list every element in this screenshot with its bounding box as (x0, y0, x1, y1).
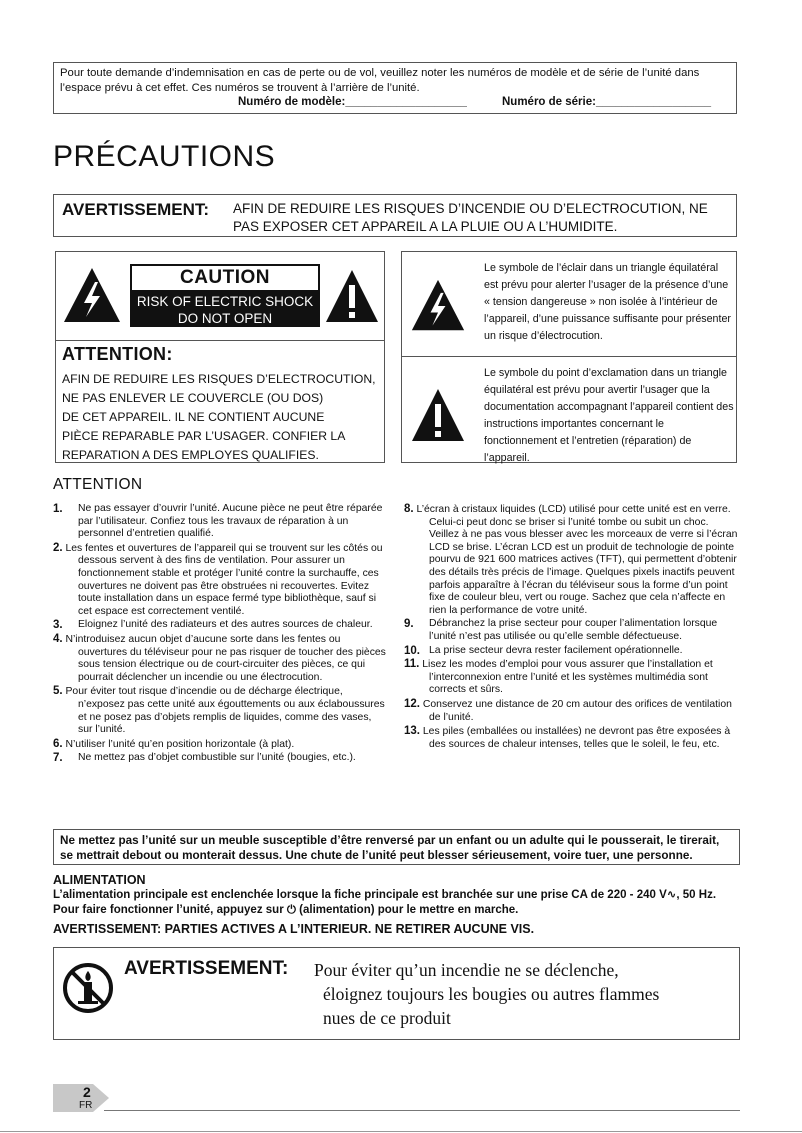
attention-line-2: NE PAS ENLEVER LE COUVERCLE (OU DOS) (62, 391, 324, 405)
list-item: 8. L’écran à cristaux liquides (LCD) utilisé pour cette unité est en verre. Celui-ci peut donc se briser si l’unité tombe ou subit un choc. Veillez à ne pas vous blesser avec les morceaux de verre si l’écran LCD se brise. L’écran LCD est un produit de technologie de pointe pourvu de 921 600 matrices actives (TFT), qui permettent d’obtenir des détails très précis de l’image. Quelques pixels inactifs peuvent parfois apparaître à l’écran du téléviseur sous la forme d’un point fixe de couleur bleu, vert ou rouge. Sachez que cela n’affecte en rien la performance de votre unité. (404, 503, 738, 616)
page-number: 2 (83, 1084, 91, 1100)
tip-over-warning-box: Ne mettez pas l’unité sur un meuble susceptible d’être renversé par un enfant ou un adulte qui le pousserait, le tirerait, se mettrait debout ou monterait dessus. Une chute de l’unité peut blesser sérieusement, voire tuer, une personne. (53, 829, 740, 865)
list-item: 9. Débranchez la prise secteur pour couper l’alimentation lorsque l’unité n’est pas utilisée ou qu’elle semble défectueuse. (404, 618, 718, 642)
power-line-1: L’alimentation principale est enclenchée lorsque la fiche principale est branchée sur une prise CA de 220 - 240 V∿, 50 Hz. (53, 889, 717, 901)
attention-line-5: REPARATION A DES EMPLOYES QUALIFIES. (62, 448, 319, 462)
precautions-list-right (404, 503, 740, 752)
list-item: 6. N’utiliser l’unité qu’en position horizontale (à plat). (53, 737, 295, 750)
caution-shock-label (130, 292, 320, 327)
list-item: 3. Eloignez l’unité des radiateurs et des autres sources de chaleur. (53, 619, 373, 632)
attention-section-title: ATTENTION (53, 476, 143, 493)
attention-heading: ATTENTION: (62, 344, 173, 364)
claim-notice-text: Pour toute demande d’indemnisation en cas de perte ou de vol, veuillez noter les numéros de modèle et de série de l’unité dans l’espace prévu à cet effet. Ces numéros se trouvent à l’arrière de l’unité. (60, 67, 700, 94)
attention-text (62, 370, 382, 465)
serial-number-field: Numéro de série:__________________ (502, 96, 712, 108)
candle-line-2: éloignez toujours les bougies ou autres flammes (323, 984, 660, 1004)
warning-line-1: AFIN DE REDUIRE LES RISQUES D’INCENDIE OU D’ELECTROCUTION, NE (233, 201, 708, 216)
claim-notice-box (53, 62, 737, 114)
lightning-warning-icon (410, 278, 466, 334)
attention-line-4: PIÈCE REPARABLE PAR L’USAGER. CONFIER LA (62, 429, 346, 443)
list-item: 2. Les fentes et ouvertures de l’appareil qui se trouvent sur les côtés ou dessous servent à des fins de ventilation. Pour assurer un fonctionnement stable et protéger l’unité contre la surchauffe, ces ouvertures ne doivent pas être obstruées ni recouvertes. Evitez toute installation dans un espace fermé type bibliothèque, sauf si cet espace est correctement ventilé. (53, 541, 383, 617)
lightning-warning-icon (62, 266, 122, 326)
warning-label: AVERTISSEMENT: (62, 200, 210, 219)
exclamation-symbol-row (402, 357, 736, 462)
live-parts-warning: AVERTISSEMENT: PARTIES ACTIVES A L’INTERIEUR. NE RETIRER AUCUNE VIS. (53, 922, 535, 936)
warning-box (53, 194, 737, 237)
list-item: 12. Conservez une distance de 20 cm autour des orifices de ventilation de l’unité. (404, 697, 732, 723)
candle-warning-text (314, 958, 734, 1030)
page-bottom-divider (0, 1131, 802, 1132)
caution-box (55, 251, 385, 463)
candle-warning-label: AVERTISSEMENT: (124, 958, 289, 979)
power-text (53, 888, 743, 918)
symbols-box (401, 251, 737, 463)
list-item: 10. La prise secteur devra rester facilement opérationnelle. (404, 644, 683, 657)
no-candle-icon (62, 962, 114, 1014)
list-item: 11. Lisez les modes d’emploi pour vous assurer que l’installation et l’interconnexion entre l’unité et les systèmes multimédia sont corrects et sûrs. (404, 658, 713, 696)
candle-line-3: nues de ce produit (323, 1008, 451, 1028)
list-item: 1. Ne pas essayer d’ouvrir l’unité. Aucune pièce ne peut être réparée par l’utilisateur. Confiez tous les travaux de réparation à un personnel d’entretien qualifié. (53, 503, 383, 540)
list-item: 13. Les piles (emballées ou installées) ne devront pas être exposées à des sources de chaleur intenses, telles que le soleil, le feu, etc. (404, 725, 731, 750)
caution-line-1: RISK OF ELECTRIC SHOCK (136, 294, 314, 309)
exclamation-warning-icon (324, 268, 380, 324)
caution-label-area (56, 252, 384, 341)
candle-line-1: Pour éviter qu’un incendie ne se déclenche, (314, 960, 619, 980)
page-language: FR (79, 1100, 93, 1111)
footer-divider (104, 1110, 740, 1111)
lightning-symbol-text: Le symbole de l’éclair dans un triangle équilatéral est prévu pour alerter l’usager de la présence d’une « tension dangereuse » non isolée à l’intérieur de l’appareil, d’une puissance suffisante pour présenter un risque d’électrocution. (484, 262, 731, 342)
attention-line-3: DE CET APPAREIL. IL NE CONTIENT AUCUNE (62, 410, 325, 424)
caution-word: CAUTION (130, 264, 320, 292)
exclamation-symbol-text: Le symbole du point d’exclamation dans un triangle équilatéral est prévu pour avertir l’usager que la documentation accompagnant l’appareil contient des instructions importantes concernant le fonctionnement et l’entretien (réparation) de l’appareil. (484, 367, 734, 464)
exclamation-warning-icon (410, 387, 466, 443)
list-item: 7. Ne mettez pas d’objet combustible sur l’unité (bougies, etc.). (53, 752, 356, 765)
model-number-field: Numéro de modèle:___________________ (238, 96, 467, 108)
attention-line-1: AFIN DE REDUIRE LES RISQUES D’ELECTROCUTION, (62, 372, 376, 386)
precautions-list-left (53, 503, 388, 766)
candle-warning-box (53, 947, 740, 1040)
power-heading: ALIMENTATION (53, 873, 146, 887)
page-title: PRÉCAUTIONS (53, 140, 276, 173)
list-item: 4. N’introduisez aucun objet d’aucune sorte dans les fentes ou ouvertures du téléviseur pour ne pas risquer de toucher des pièces sous tension électrique ou de court-circuiter des pièces, ce qui pourrait déclencher un incendie ou une électrocution. (53, 632, 386, 683)
caution-line-2: DO NOT OPEN (177, 311, 273, 326)
list-item: 5. Pour éviter tout risque d’incendie ou de décharge électrique, n’exposez pas cette unité aux égouttements ou aux éclaboussures et ne posez pas d’objets remplis de liquides, comme des vases, sur l’unité. (53, 685, 385, 736)
power-line-2: Pour faire fonctionner l’unité, appuyez sur ⏻ (alimentation) pour le mettre en marche. (53, 904, 519, 916)
warning-line-2: PAS EXPOSER CET APPAREIL A LA PLUIE OU A L’HUMIDITE. (233, 219, 618, 234)
warning-text (233, 200, 733, 236)
lightning-symbol-row (402, 252, 736, 357)
